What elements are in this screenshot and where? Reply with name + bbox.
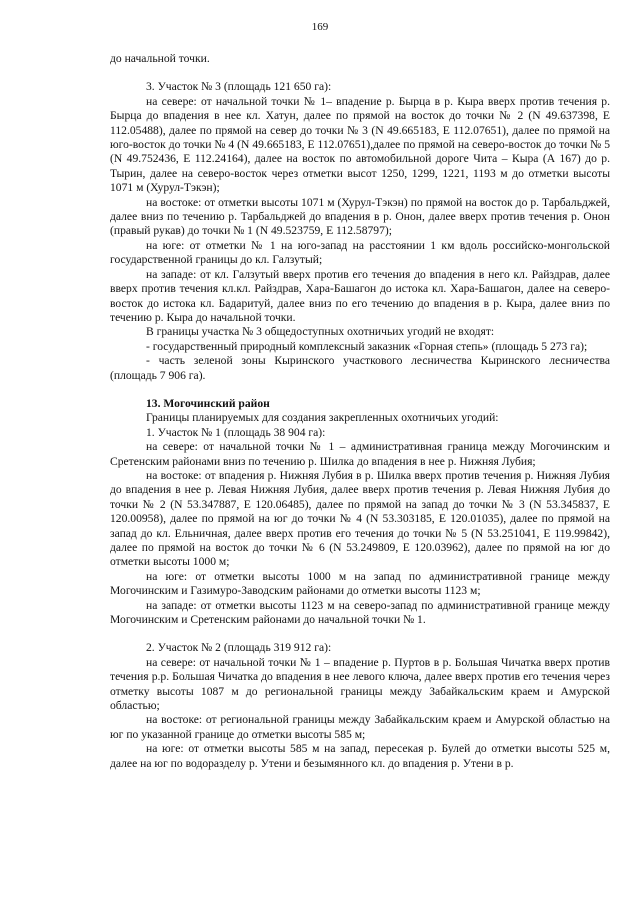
paragraph: на юге: от отметки высоты 585 м на запад, пересекая р. Булей до отметки высоты 525 м, далее на юг по водоразделу р. Утени и безымянного кл. до впадения р. Утени в р. <box>110 742 610 770</box>
paragraph: В границы участка № 3 общедоступных охотничьих угодий не входят: <box>146 325 495 339</box>
paragraph: на западе: от отметки высоты 1123 м на северо-запад по административной границе между Могочинским и Сретенским районами до начальной точки № 1. <box>110 598 610 627</box>
paragraph: на востоке: от отметки высоты 1071 м (Хурул-Тэкэн) по прямой на восток до р. Тарбальджей, далее вниз по течению р. Тарбальджей до впадения в р. Онон, далее вверх против течения р. Онон (правый рукав) до точки № 1 (N 49.523759, E 112.58797); <box>110 195 610 238</box>
paragraph: Границы планируемых для создания закрепленных охотничьих угодий: <box>146 411 499 425</box>
paragraph: на востоке: от региональной границы между Забайкальским краем и Амурской областью на юг по указанной границе до отметки высоты 585 м; <box>110 713 610 741</box>
paragraph: - часть зеленой зоны Кыринского участкового лесничества Кыринского лесничества (площадь 7 906 га). <box>110 354 610 382</box>
paragraph-spacer <box>110 627 610 641</box>
paragraph: - государственный природный комплексный заказник «Горная степь» (площадь 5 273 га); <box>146 339 588 353</box>
paragraph: на юге: от отметки высоты 1000 м на запад по административной границе между Могочинским и Газимуро-Заводским районами до отметки высоты 1123 м; <box>110 569 610 598</box>
page-number: 169 <box>311 21 329 33</box>
document-body <box>110 52 610 771</box>
paragraph: на западе: от кл. Галзутый вверх против его течения до впадения в него кл. Райздрав, далее вверх против течения кл.кл. Райздрав, Хара-Башагон до истока кл. Хара-Башагон, далее на северо-восток до истока кл. Бадаритуй, далее вниз по его течению до впадения в р. Кыра, далее вниз по течению р. Кыра до начальной точки. <box>110 267 610 324</box>
paragraph: на юге: от отметки № 1 на юго-запад на расстоянии 1 км вдоль российско-монгольской государственной границы до кл. Галзутый; <box>110 238 610 267</box>
paragraph: на севере: от начальной точки № 1 – административная граница между Могочинским и Сретенским районами вниз по течению р. Шилка до впадения в нее р. Нижняя Лубия; <box>110 440 610 468</box>
paragraph: на востоке: от впадения р. Нижняя Лубия в р. Шилка вверх против течения р. Нижняя Лубия до впадения в нее р. Левая Нижняя Лубия, далее вверх против течения р. Левая Нижняя Лубия до точки № 2 (N 53.347887, E 120.06485), далее по прямой на запад до точки № 3 (N 53.345837, E 120.00958), далее по прямой на юг до точки № 4 (N 53.303185, E 120.01035), далее по прямой на запад до кл. Ельничная, далее вверх против его течения до точки № 5 (N 53.251041, E 119.99842), далее по прямой на восток до точки № 6 (N 53.249809, E 120.03962), далее по прямой на юг до отметки высоты 1000 м; <box>110 468 610 569</box>
paragraph: до начальной точки. <box>110 52 210 65</box>
paragraph-spacer <box>110 383 610 397</box>
paragraph: 1. Участок № 1 (площадь 38 904 га): <box>146 425 326 439</box>
section-heading: 13. Могочинский район <box>146 396 270 410</box>
paragraph: 2. Участок № 2 (площадь 319 912 га): <box>146 641 332 655</box>
paragraph: на севере: от начальной точки № 1– впадение р. Бырца в р. Кыра вверх против течения р. Бырца до впадения в нее кл. Хатун, далее по прямой на восток до точки № 2 (N 49.637398, E 112.05488), далее по прямой на север до точки № 3 (N 49.665183, E 112.07651), далее по прямой на юго-восток до точки № 4 (N 49.665183, E 112.07651),далее по прямой на северо-восток до точки № 5 (N 49.752436, E 112.24164), далее на восток по автомобильной дороге Чита – Кыра (А 167) до р. Тырин, далее на северо-восток через отметки высот 1250, 1299, 1221, 1193 м до отметки высоты 1071 м (Хурул-Тэкэн); <box>110 94 610 195</box>
paragraph-spacer <box>110 66 610 80</box>
paragraph: на севере: от начальной точки № 1 – впадение р. Пуртов в р. Большая Чичатка вверх против течения р.р. Большая Чичатка до впадения в нее левого ключа, далее вверх против его течения через отметку высоты 1087 м до региональной границы между Забайкальским краем и Амурской областью; <box>110 655 610 713</box>
paragraph: 3. Участок № 3 (площадь 121 650 га): <box>146 80 332 94</box>
